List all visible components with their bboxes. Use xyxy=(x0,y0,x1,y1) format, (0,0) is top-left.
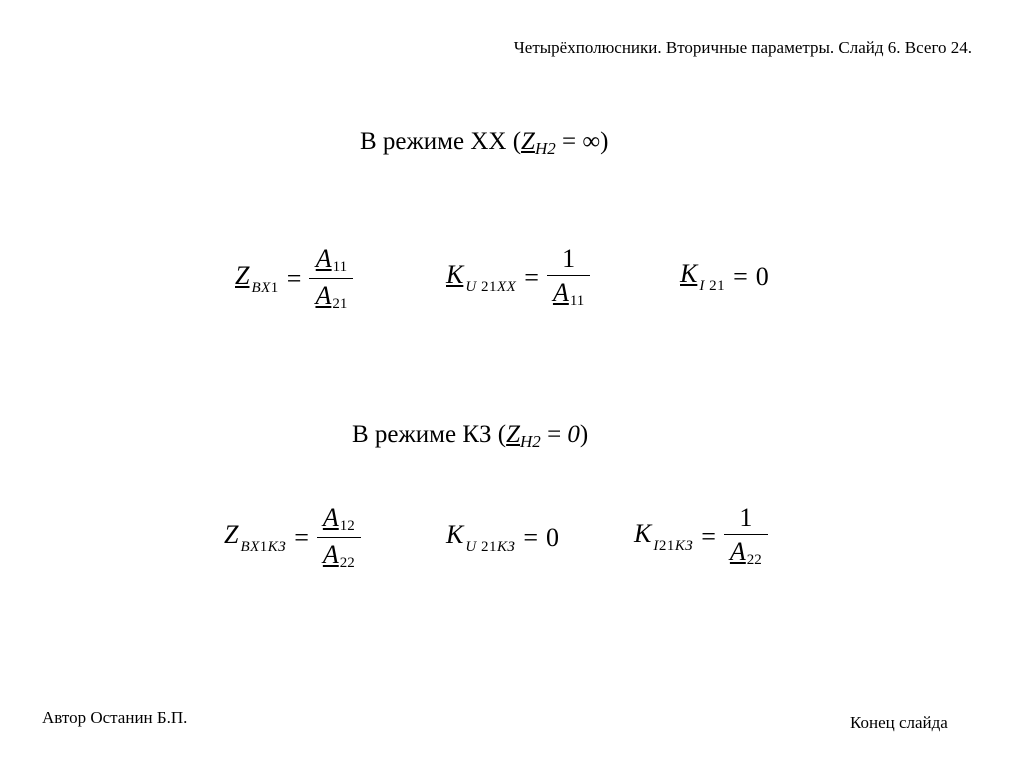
heading-kz-prefix: В режиме КЗ ( xyxy=(352,421,507,448)
zin-xx-symbol: Z xyxy=(235,261,250,290)
heading-kz-equals: = xyxy=(540,421,568,448)
ku-kz-symbol: K xyxy=(446,520,464,549)
ku-xx-denominator: A11 xyxy=(552,278,585,309)
zin-kz-numerator: A12 xyxy=(322,503,355,534)
zin-kz-fraction xyxy=(317,505,361,571)
end-of-slide-label: Конец слайда xyxy=(850,713,948,732)
ki-kz-numerator: 1 xyxy=(739,503,753,532)
zin-xx-denominator: A21 xyxy=(315,281,348,312)
z-load-subscript: H2 xyxy=(520,432,541,451)
ki-kz-fraction xyxy=(724,505,768,568)
ku-xx-fraction xyxy=(547,246,590,309)
zin-kz-subscript: BX1КЗ xyxy=(240,539,287,555)
zin-xx-subscript: BX1 xyxy=(251,280,279,296)
ku-xx-equals: = xyxy=(524,262,539,292)
heading-xx-prefix: В режиме XX ( xyxy=(360,128,522,155)
zin-xx-equals: = xyxy=(286,264,302,293)
zin-xx-fraction xyxy=(309,246,353,312)
zin-kz-denominator: A22 xyxy=(322,540,355,571)
ki-xx-subscript: I 21 xyxy=(699,278,726,294)
author-credit: Автор Останин Б.П. xyxy=(42,708,188,727)
z-load-symbol: Z xyxy=(521,128,535,155)
heading-open-circuit xyxy=(360,128,608,159)
formula-ku-kz xyxy=(446,520,559,556)
formula-ki-xx xyxy=(680,259,769,295)
ku-kz-subscript: U 21КЗ xyxy=(465,539,516,555)
heading-xx-equals: = xyxy=(555,128,583,155)
ki-kz-equals: = xyxy=(701,521,716,551)
zin-xx-numerator: A11 xyxy=(315,244,348,275)
z-load-symbol: Z xyxy=(506,421,521,448)
heading-kz-value: 0 xyxy=(567,421,580,448)
formula-ki-kz xyxy=(634,505,768,568)
ku-xx-numerator: 1 xyxy=(562,244,576,273)
ku-kz-equals: = xyxy=(523,523,538,552)
ki-kz-denominator: A22 xyxy=(729,537,762,568)
formula-ku-xx xyxy=(446,246,590,309)
formula-zin-kz xyxy=(224,505,361,571)
ku-xx-subscript: U 21XX xyxy=(465,278,517,295)
ki-xx-value: 0 xyxy=(755,262,769,291)
ku-kz-value: 0 xyxy=(546,523,559,552)
z-load-subscript: H2 xyxy=(534,139,556,158)
zin-kz-equals: = xyxy=(294,523,309,552)
ku-xx-symbol: K xyxy=(446,259,464,289)
ki-xx-equals: = xyxy=(733,262,748,291)
formula-zin-xx xyxy=(235,246,353,312)
heading-xx-close: ) xyxy=(600,128,609,155)
heading-kz-close: ) xyxy=(579,421,589,448)
heading-short-circuit xyxy=(352,421,588,452)
ki-kz-symbol: K xyxy=(634,518,652,548)
ki-xx-symbol: K xyxy=(680,259,698,288)
ki-kz-subscript: I21КЗ xyxy=(653,537,694,554)
slide-header: Четырёхполюсники. Вторичные параметры. Слайд 6. Всего 24. xyxy=(513,38,972,57)
zin-kz-symbol: Z xyxy=(224,520,239,549)
heading-xx-value: ∞ xyxy=(582,128,601,155)
